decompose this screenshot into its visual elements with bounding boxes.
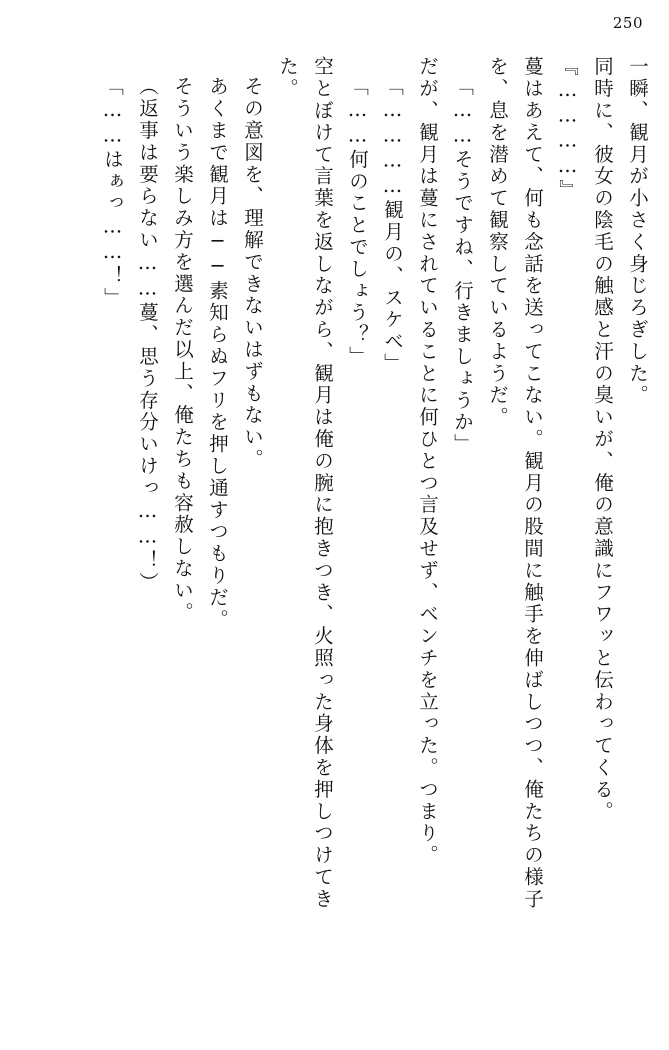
text-line: 空とぼけて言葉を返しながら、観月は俺の腕に抱きつき、火照った身体を押しつけてき bbox=[311, 56, 334, 911]
text-line: た。 bbox=[276, 56, 299, 100]
text-line: 一瞬、観月が小さく身じろぎした。 bbox=[626, 56, 649, 407]
text-line: 「……何のことでしょう？」 bbox=[346, 76, 369, 368]
vertical-text-body bbox=[22, 56, 647, 1024]
text-line: 『…………』 bbox=[556, 56, 579, 202]
text-line: あくまで観月は──素知らぬフリを押し通すつもりだ。 bbox=[206, 76, 229, 631]
text-line: 「…………観月の、スケベ」 bbox=[381, 76, 404, 375]
text-line: だが、観月は蔓にされていることに何ひとつ言及せず、ベンチを立った。つまり。 bbox=[416, 56, 439, 867]
text-line: 蔓はあえて、何も念話を送ってこない。観月の股間に触手を伸ばしつつ、俺たちの様子 bbox=[521, 56, 544, 911]
text-line: を、息を潜めて観察しているようだ。 bbox=[486, 56, 509, 429]
text-line: 「……そうですね、行きましょうか」 bbox=[451, 76, 474, 456]
text-line: 「……はぁっ……！」 bbox=[101, 76, 124, 309]
text-line: その意図を、理解できないはずもない。 bbox=[241, 76, 264, 471]
text-line: 同時に、彼女の陰毛の触感と汗の臭いが、俺の意識にフワッと伝わってくる。 bbox=[591, 56, 614, 823]
text-line: そういう楽しみ方を選んだ以上、俺たちも容赦しない。 bbox=[171, 76, 194, 624]
text-line: （返事は要らない……蔓、思う存分いけっ……！） bbox=[136, 76, 159, 594]
page-number: 250 bbox=[612, 14, 643, 32]
